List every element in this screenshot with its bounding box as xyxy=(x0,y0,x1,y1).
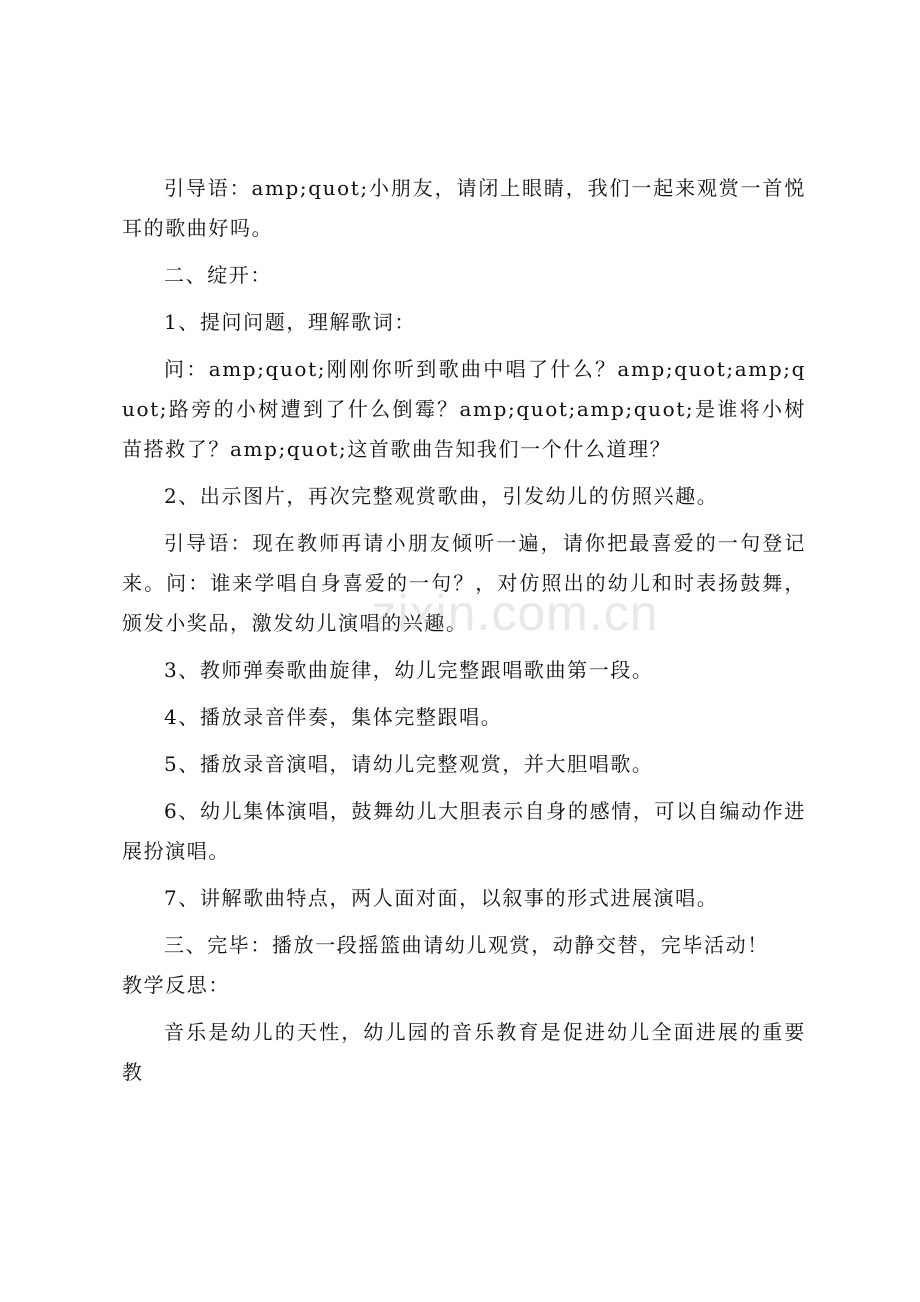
paragraph-step-3: 3、教师弹奏歌曲旋律，幼儿完整跟唱歌曲第一段。 xyxy=(164,658,654,682)
heading-teaching-reflection: 教学反思： xyxy=(122,973,230,997)
document-body xyxy=(122,168,806,1099)
paragraph-step-2: 2、出示图片，再次完整观赏歌曲，引发幼儿的仿照兴趣。 xyxy=(164,484,719,508)
paragraph-step-7: 7、讲解歌曲特点，两人面对面，以叙事的形式进展演唱。 xyxy=(164,886,719,910)
paragraph-section-three: 三、完毕：播放一段摇篮曲请幼儿观赏，动静交替，完毕活动！ xyxy=(164,933,769,957)
paragraph-step-6: 6、幼儿集体演唱，鼓舞幼儿大胆表示自身的感情，可以自编动作进展扮演唱。 xyxy=(122,799,806,863)
paragraph-section-two: 二、绽开： xyxy=(164,263,272,287)
paragraph-intro-guide: 引导语：amp;quot;小朋友，请闭上眼睛，我们一起来观赏一首悦耳的歌曲好吗。 xyxy=(122,176,806,240)
paragraph-step-5: 5、播放录音演唱，请幼儿完整观赏，并大胆唱歌。 xyxy=(164,752,654,776)
paragraph-step-4: 4、播放录音伴奏，集体完整跟唱。 xyxy=(164,705,503,729)
paragraph-reflection: 音乐是幼儿的天性，幼儿园的音乐教育是促进幼儿全面进展的重要教 xyxy=(122,1020,806,1084)
paragraph-questions: 问：amp;quot;刚刚你听到歌曲中唱了什么？amp;quot;amp;quot;路旁的小树遭到了什么倒霉？amp;quot;amp;quot;是谁将小树苗搭救了？amp;quot;这首歌曲告知我们一个什么道理？ xyxy=(122,357,806,461)
paragraph-step-1: 1、提问问题，理解歌词： xyxy=(164,310,416,334)
watermark-text: zixin.com.cn xyxy=(371,585,659,641)
paragraph-guide-two: 引导语：现在教师再请小朋友倾听一遍，请你把最喜爱的一句登记来。问：谁来学唱自身喜爱的一句？，对仿照出的幼儿和时表扬鼓舞，颁发小奖品，激发幼儿演唱的兴趣。 xyxy=(122,531,806,635)
